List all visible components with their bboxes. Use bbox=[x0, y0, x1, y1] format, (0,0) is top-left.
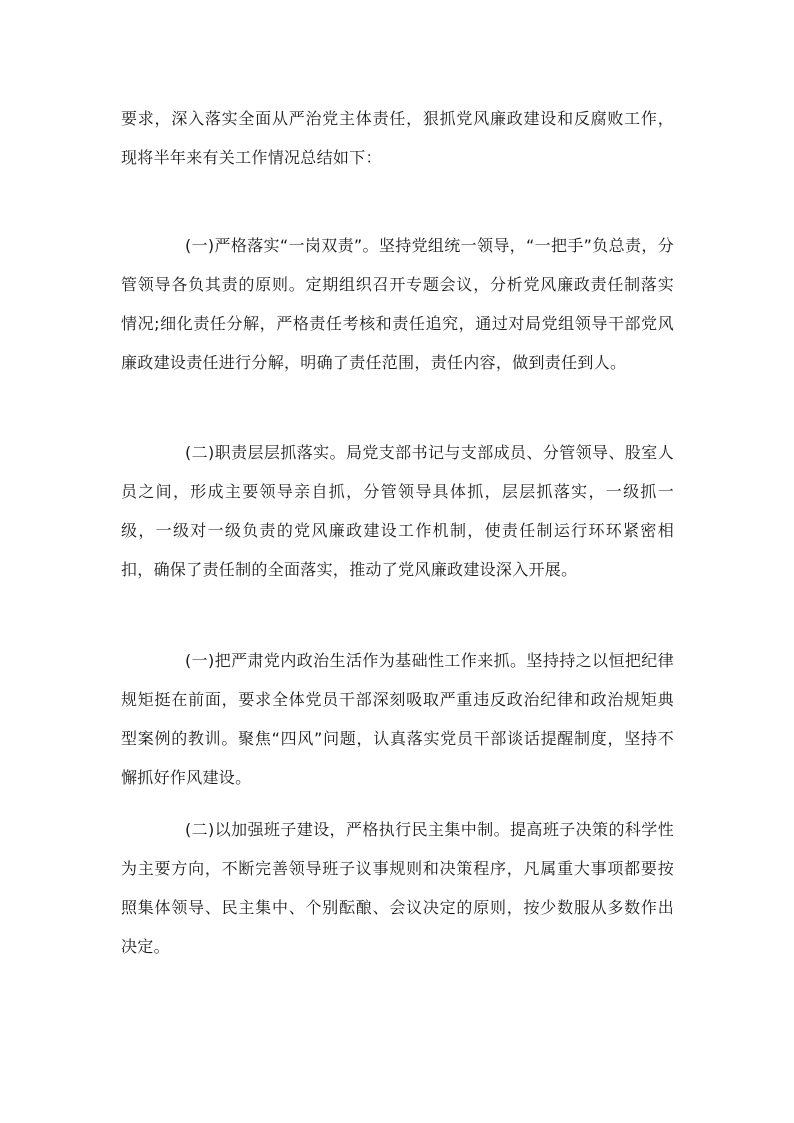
paragraph-team-building: (二)以加强班子建设，严格执行民主集中制。提高班子决策的科学性为主要方向，不断完善领导班子议事规则和决策程序，凡属重大事项都要按照集体领导、民主集中、个别酝酿、会议决定的原则，按少数服从多数作出决定。 bbox=[121, 820, 674, 956]
paragraph-layered-responsibility: (二)职责层层抓落实。局党支部书记与支部成员、分管领导、股室人员之间，形成主要领导亲自抓，分管领导具体抓，层层抓落实，一级抓一级，一级对一级负责的党风廉政建设工作机制，使责任制运行环环紧密相扣，确保了责任制的全面落实，推动了党风廉政建设深入开展。 bbox=[121, 443, 674, 579]
paragraph-intro: 要求，深入落实全面从严治党主体责任，狠抓党风廉政建设和反腐败工作，现将半年来有关工作情况总结如下： bbox=[121, 109, 674, 167]
paragraph-strict-implementation: (一)严格落实“一岗双责”。坚持党组统一领导，“一把手”负总责，分管领导各负其责的原则。定期组织召开专题会议，分析党风廉政责任制落实情况;细化责任分解，严格责任考核和责任追究，通过对局党组领导干部党风廉政建设责任进行分解，明确了责任范围，责任内容，做到责任到人。 bbox=[121, 236, 674, 372]
paragraph-political-life: (一)把严肃党内政治生活作为基础性工作来抓。坚持持之以恒把纪律规矩挺在前面，要求全体党员干部深刻吸取严重违反政治纪律和政治规矩典型案例的教训。聚焦“四风”问题，认真落实党员干部谈话提醒制度，坚持不懈抓好作风建设。 bbox=[121, 651, 674, 787]
